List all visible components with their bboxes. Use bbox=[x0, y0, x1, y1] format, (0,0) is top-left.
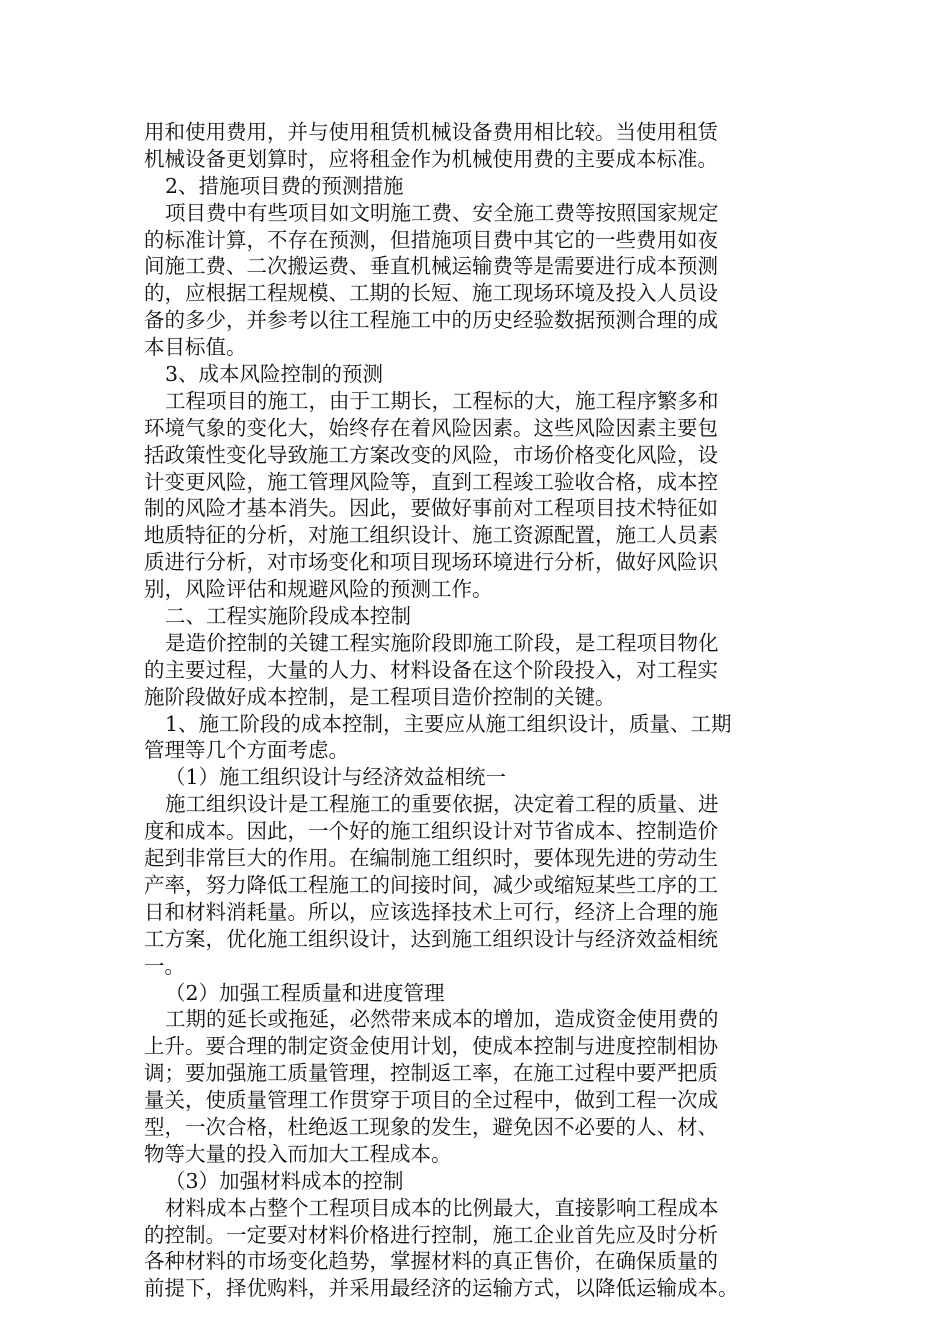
text-line: 的控制。一定要对材料价格进行控制，施工企业首先应及时分析 bbox=[144, 1222, 718, 1247]
text-line: （3）加强材料成本的控制 bbox=[165, 1168, 404, 1193]
text-line: 工方案，优化施工组织设计，达到施工组织设计与经济效益相统 bbox=[144, 926, 718, 951]
text-line: 调；要加强施工质量管理，控制返工率，在施工过程中要严把质 bbox=[144, 1061, 718, 1086]
text-line: 施工组织设计是工程施工的重要依据，决定着工程的质量、进 bbox=[165, 792, 719, 817]
text-line: 日和材料消耗量。所以，应该选择技术上可行，经济上合理的施 bbox=[144, 899, 718, 924]
text-line: 机械设备更划算时，应将租金作为机械使用费的主要成本标准。 bbox=[144, 146, 718, 171]
text-line: 别，风险评估和规避风险的预测工作。 bbox=[144, 577, 493, 602]
text-line: 项目费中有些项目如文明施工费、安全施工费等按照国家规定 bbox=[165, 200, 719, 225]
text-line: 地质特征的分析，对施工组织设计、施工资源配置，施工人员素 bbox=[144, 523, 718, 548]
text-line: 起到非常巨大的作用。在编制施工组织时，要体现先进的劳动生 bbox=[144, 846, 718, 871]
text-line: 前提下，择优购料，并采用最经济的运输方式，以降低运输成本。 bbox=[144, 1276, 739, 1301]
text-line: 2、措施项目费的预测措施 bbox=[165, 173, 404, 198]
text-line: （2）加强工程质量和进度管理 bbox=[165, 980, 445, 1005]
text-line: 工程项目的施工，由于工期长，工程标的大，施工程序繁多和 bbox=[165, 388, 719, 413]
text-line: 制的风险才基本消失。因此，要做好事前对工程项目技术特征如 bbox=[144, 496, 718, 521]
text-line: （1）施工组织设计与经济效益相统一 bbox=[165, 765, 507, 790]
text-line: 括政策性变化导致施工方案改变的风险，市场价格变化风险，设 bbox=[144, 442, 718, 467]
text-line: 二、工程实施阶段成本控制 bbox=[165, 604, 411, 629]
text-line: 的主要过程，大量的人力、材料设备在这个阶段投入，对工程实 bbox=[144, 657, 718, 682]
text-line: 工期的延长或拖延，必然带来成本的增加，造成资金使用费的 bbox=[165, 1007, 719, 1032]
text-line: 备的多少，并参考以往工程施工中的历史经验数据预测合理的成 bbox=[144, 308, 718, 333]
text-line: 计变更风险，施工管理风险等，直到工程竣工验收合格，成本控 bbox=[144, 469, 718, 494]
text-line: 产率，努力降低工程施工的间接时间，减少或缩短某些工序的工 bbox=[144, 872, 718, 897]
text-line: 3、成本风险控制的预测 bbox=[165, 362, 384, 387]
text-line: 用和使用费用，并与使用租赁机械设备费用相比较。当使用租赁 bbox=[144, 120, 718, 144]
text-line: 各种材料的市场变化趋势，掌握材料的真正售价，在确保质量的 bbox=[144, 1249, 718, 1274]
text-line: 本目标值。 bbox=[144, 335, 247, 360]
text-line: 上升。要合理的制定资金使用计划，使成本控制与进度控制相协 bbox=[144, 1034, 718, 1059]
text-line: 物等大量的投入而加大工程成本。 bbox=[144, 1141, 452, 1166]
text-line: 是造价控制的关键工程实施阶段即施工阶段，是工程项目物化 bbox=[165, 630, 719, 655]
text-line: 度和成本。因此，一个好的施工组织设计对节省成本、控制造价 bbox=[144, 819, 718, 844]
text-line: 量关，使质量管理工作贯穿于项目的全过程中，做到工程一次成 bbox=[144, 1088, 718, 1113]
text-line: 的，应根据工程规模、工期的长短、施工现场环境及投入人员设 bbox=[144, 281, 718, 306]
text-line: 1、施工阶段的成本控制，主要应从施工组织设计，质量、工期 bbox=[165, 711, 732, 736]
text-line: 质进行分析，对市场变化和项目现场环境进行分析，做好风险识 bbox=[144, 550, 718, 575]
text-line: 间施工费、二次搬运费、垂直机械运输费等是需要进行成本预测 bbox=[144, 254, 718, 279]
text-line: 材料成本占整个工程项目成本的比例最大，直接影响工程成本 bbox=[165, 1195, 719, 1220]
document-body bbox=[144, 119, 784, 1302]
text-line: 一。 bbox=[144, 953, 185, 978]
text-line: 施阶段做好成本控制，是工程项目造价控制的关键。 bbox=[144, 684, 616, 709]
text-line: 管理等几个方面考虑。 bbox=[144, 738, 349, 763]
text-line: 的标准计算，不存在预测，但措施项目费中其它的一些费用如夜 bbox=[144, 227, 718, 252]
text-line: 环境气象的变化大，始终存在着风险因素。这些风险因素主要包 bbox=[144, 415, 718, 440]
text-line: 型，一次合格，杜绝返工现象的发生，避免因不必要的人、材、 bbox=[144, 1114, 718, 1139]
